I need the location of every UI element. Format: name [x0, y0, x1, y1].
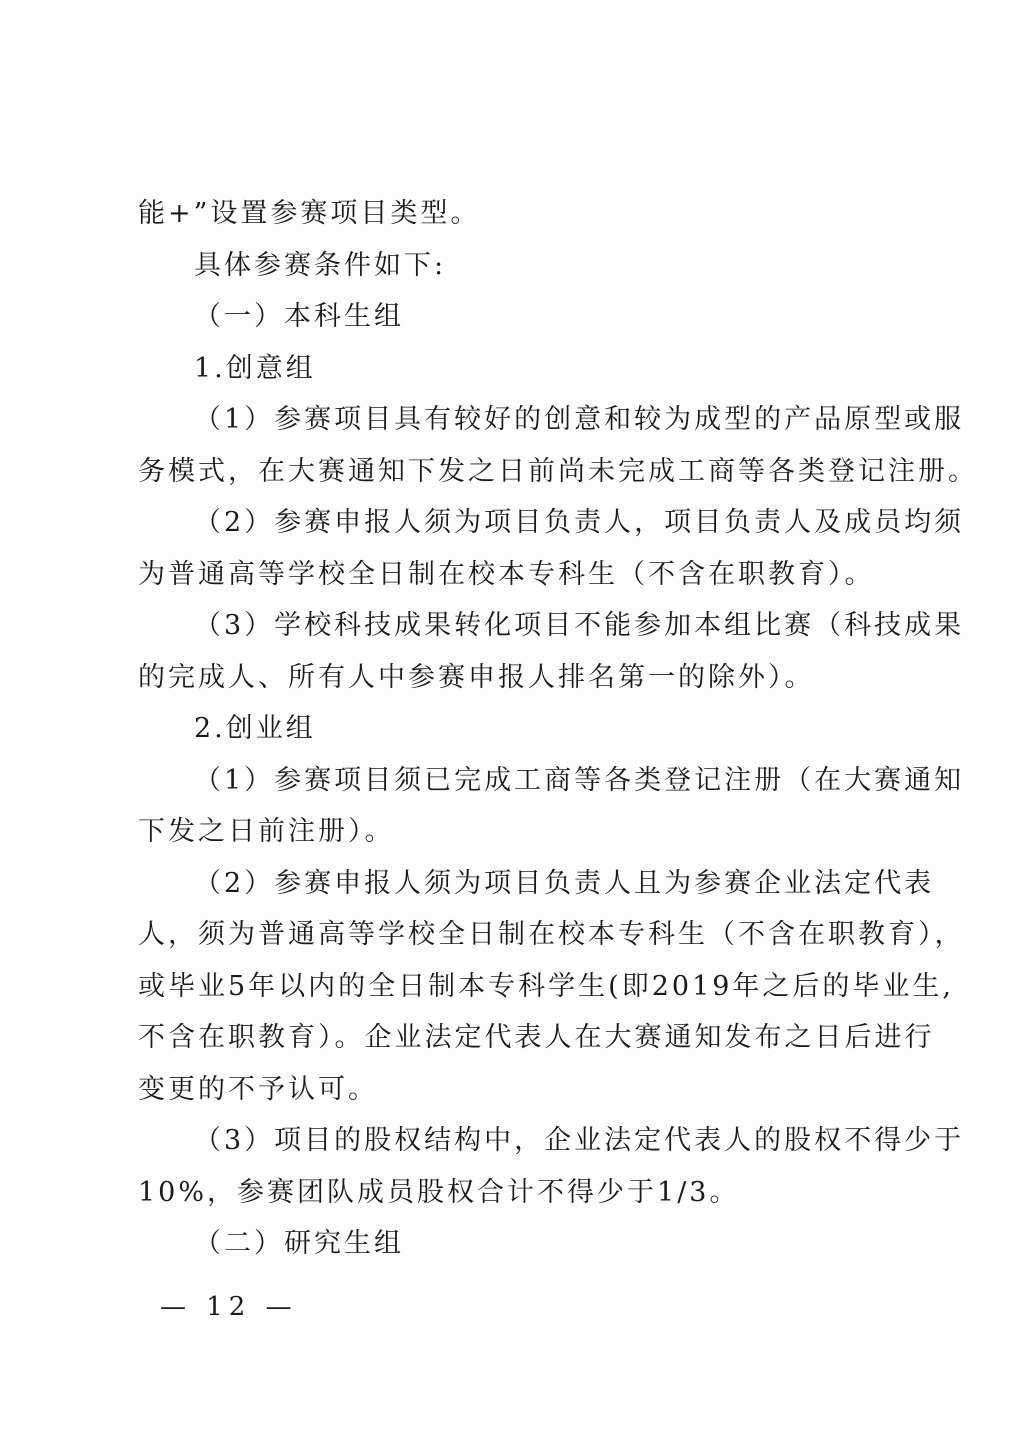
idea-item-1-line-2: 务模式，在大赛通知下发之日前尚未完成工商等各类登记注册。 — [138, 455, 978, 487]
paragraph-continuation: 能+”设置参赛项目类型。 — [138, 198, 481, 229]
idea-item-2-line-2: 为普通高等学校全日制在校本专科生（不含在职教育）。 — [138, 558, 875, 590]
document-body — [138, 188, 978, 1270]
section-heading-graduate: （二）研究生组 — [194, 1228, 404, 1259]
startup-item-2-line-2: 人，须为普通高等学校全日制在校本专科生（不含在职教育）， — [138, 919, 965, 950]
startup-item-2-line-4: 不含在职教育）。企业法定代表人在大赛通知发布之日后进行 — [138, 1022, 935, 1053]
startup-item-1-line-1: （1）参赛项目须已完成工商等各类登记注册（在大赛通知 — [194, 764, 965, 796]
startup-item-3-line-1: （3）项目的股权结构中，企业法定代表人的股权不得少于 — [194, 1125, 965, 1156]
subsection-heading-idea-group: 1.创意组 — [194, 352, 316, 384]
startup-item-2-line-5: 变更的不予认可。 — [138, 1073, 378, 1105]
idea-item-1-line-1: （1）参赛项目具有较好的创意和较为成型的产品原型或服 — [194, 404, 965, 435]
idea-item-3-line-1: （3）学校科技成果转化项目不能参加本组比赛（科技成果 — [194, 610, 965, 641]
startup-item-2-line-1: （2）参赛申报人须为项目负责人且为参赛企业法定代表 — [194, 867, 935, 899]
section-heading-undergraduate: （一）本科生组 — [194, 301, 404, 332]
paragraph-intro: 具体参赛条件如下: — [194, 249, 447, 281]
startup-item-2-line-3: 或毕业5年以内的全日制本专科学生(即2019年之后的毕业生, — [138, 970, 955, 1002]
page-number: — 12 — — [160, 1292, 298, 1322]
startup-item-1-line-2: 下发之日前注册）。 — [138, 816, 395, 847]
idea-item-2-line-1: （2）参赛申报人须为项目负责人，项目负责人及成员均须 — [194, 507, 965, 538]
startup-item-3-line-2: 10%，参赛团队成员股权合计不得少于1/3。 — [138, 1176, 740, 1208]
subsection-heading-startup-group: 2.创业组 — [194, 713, 316, 744]
idea-item-3-line-2: 的完成人、所有人中参赛申报人排名第一的除外）。 — [138, 661, 815, 693]
